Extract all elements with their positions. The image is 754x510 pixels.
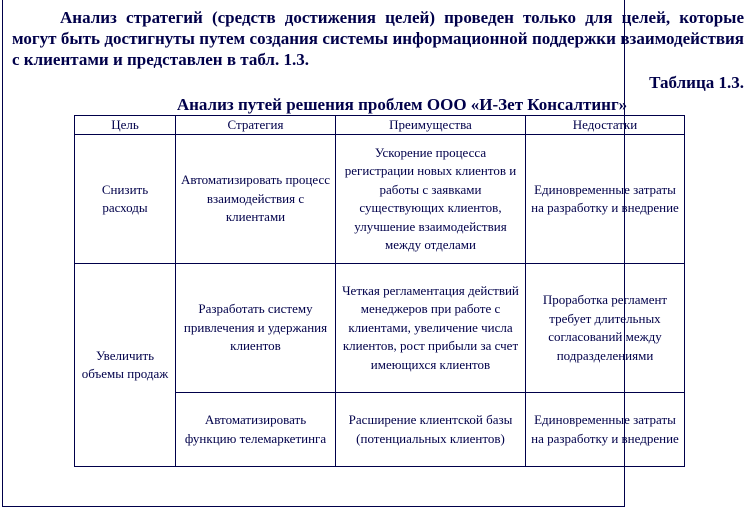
header-disadvantages: Недостатки bbox=[526, 116, 685, 135]
cell-advantages: Расширение клиентской базы (потенциальных клиентов) bbox=[336, 393, 526, 467]
cell-strategy: Автоматизировать функцию телемаркетинга bbox=[176, 393, 336, 467]
table-title: Анализ путей решения проблем ООО «И-Зет Консалтинг» bbox=[176, 95, 628, 114]
intro-paragraph: Анализ стратегий (средств достижения целей) проведен только для целей, которые могут быть достигнуты путем создания системы информационной поддержки взаимодействия с клиентами и представлен в табл. 1.3. bbox=[12, 8, 744, 69]
cell-strategy: Разработать систему привлечения и удержания клиентов bbox=[176, 264, 336, 393]
cell-goal: Снизить расходы bbox=[75, 135, 176, 264]
cell-disadvantages: Проработка регламент требует длительных согласований между подразделениями bbox=[526, 264, 685, 393]
table-number: Таблица 1.3. bbox=[649, 73, 744, 92]
cell-advantages: Ускорение процесса регистрации новых клиентов и работы с заявками существующих клиентов, улучшение взаимодействия между отделами bbox=[336, 135, 526, 264]
cell-disadvantages: Единовременные затраты на разработку и внедрение bbox=[526, 393, 685, 467]
cell-advantages: Четкая регламентация действий менеджеров при работе с клиентами, увеличение числа клиентов, рост прибыли за счет имеющихся клиентов bbox=[336, 264, 526, 393]
cell-strategy: Автоматизировать процесс взаимодействия с клиентами bbox=[176, 135, 336, 264]
table-row bbox=[75, 264, 685, 393]
table-header-row bbox=[75, 116, 685, 135]
cell-goal: Увеличить объемы продаж bbox=[75, 264, 176, 467]
strategy-table bbox=[74, 115, 685, 467]
frame-bottom-border bbox=[2, 506, 625, 507]
header-advantages: Преимущества bbox=[336, 116, 526, 135]
header-strategy: Стратегия bbox=[176, 116, 336, 135]
header-goal: Цель bbox=[75, 116, 176, 135]
frame-left-border bbox=[2, 0, 3, 507]
table-row bbox=[75, 135, 685, 264]
cell-disadvantages: Единовременные затраты на разработку и внедрение bbox=[526, 135, 685, 264]
